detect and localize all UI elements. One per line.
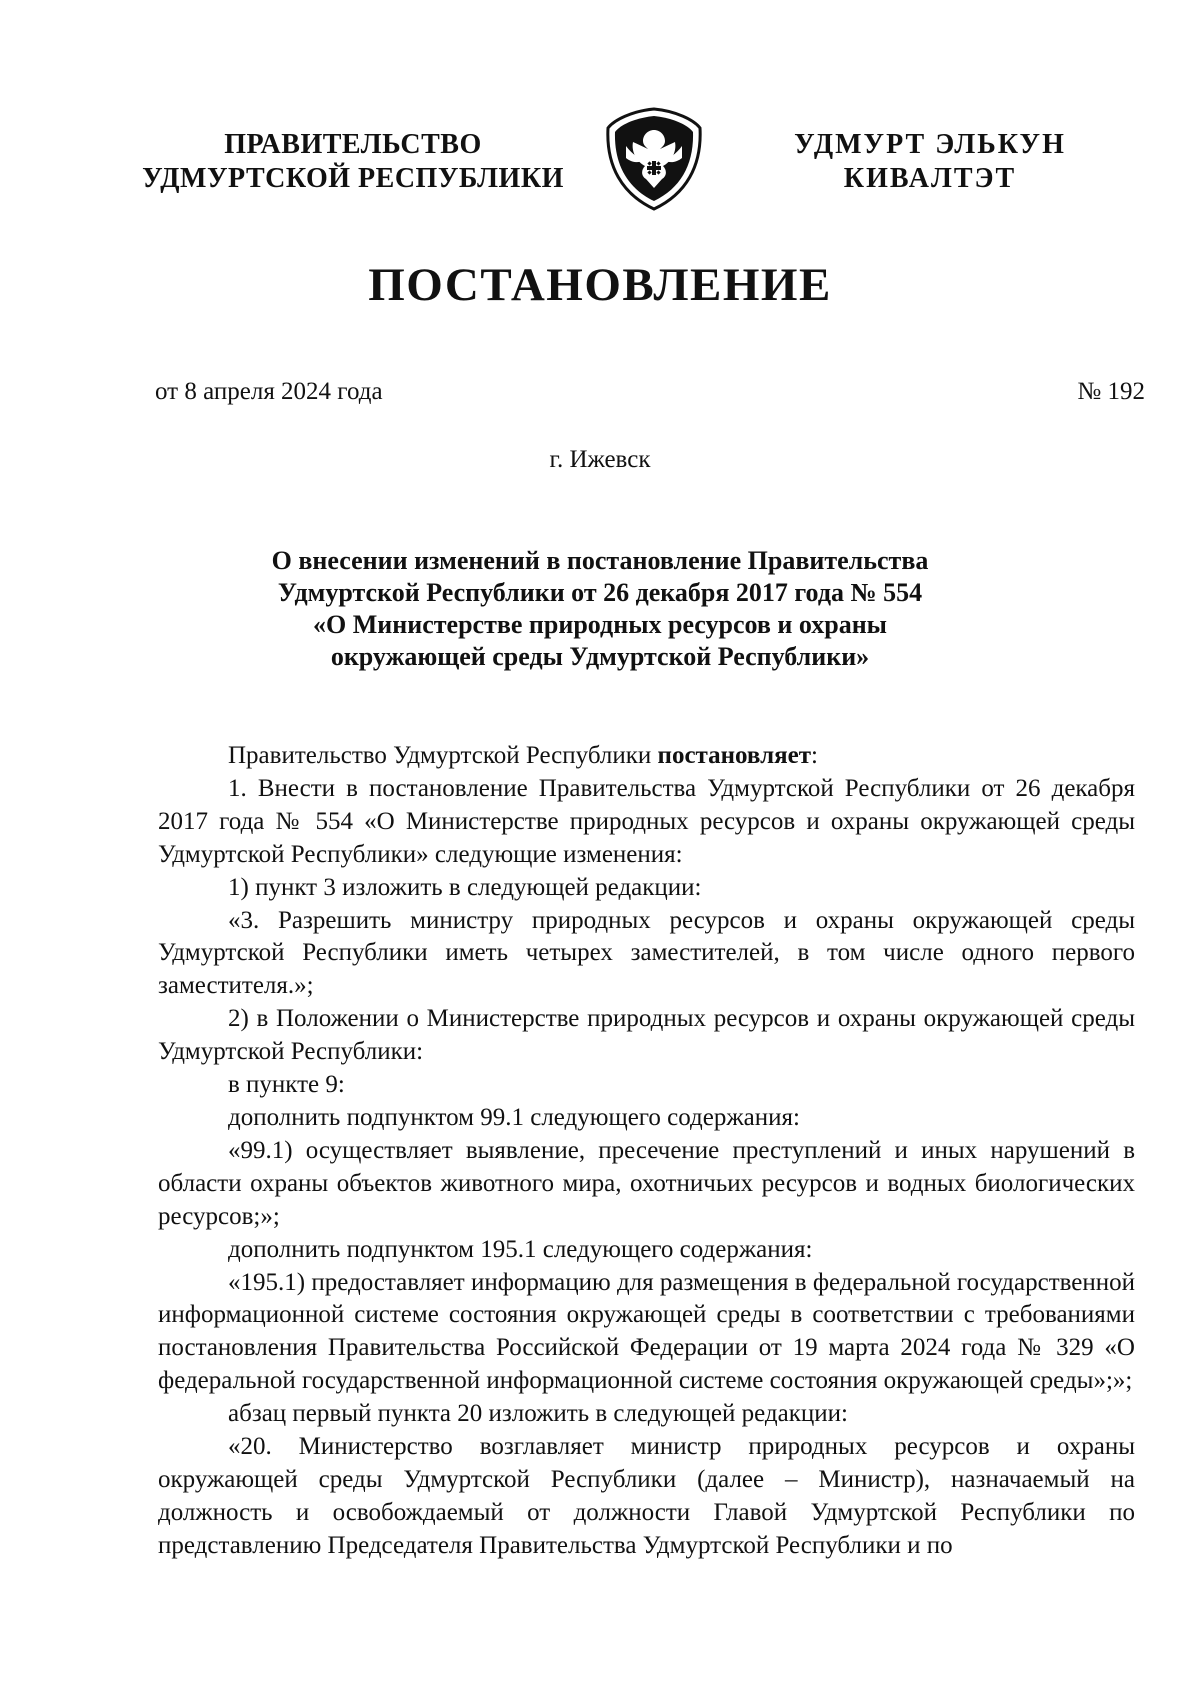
body-paragraph: 1. Внести в постановление Правительства Удмуртской Республики от 26 декабря 2017 года № 554 «О Министерстве природных ресурсов и охраны окружающей среды Удмуртской Республики» следующие изменения: <box>158 774 1135 868</box>
body-paragraph: абзац первый пункта 20 изложить в следующей редакции: <box>228 1400 848 1428</box>
issuer-line-2: УДМУРТСКОЙ РЕСПУБЛИКИ <box>142 163 564 194</box>
body-paragraph: 1) пункт 3 изложить в следующей редакции: <box>228 873 702 901</box>
coat-of-arms-icon <box>604 106 704 212</box>
document-date: от 8 апреля 2024 года <box>155 378 383 405</box>
intro-end: : <box>811 742 818 769</box>
body-paragraph: «195.1) предоставляет информацию для размещения в федеральной государственной информационной системе состояния окружающей среды в соответствии с требованиями постановления Правительства Российской Федерации от 19 марта 2024 года № 329 «О федеральной государственной информационной системе состояния окружающей среды»;»; <box>158 1268 1136 1395</box>
intro-text: Правительство Удмуртской Республики <box>228 742 658 769</box>
document-title: ПОСТАНОВЛЕНИЕ <box>368 259 832 311</box>
issuer-name-udmurt <box>770 128 1090 196</box>
intro-keyword: постановляет <box>657 742 812 769</box>
body-paragraph: дополнить подпунктом 99.1 следующего содержания: <box>228 1103 800 1131</box>
issuer-udmurt-line-2: КИВАЛТЭТ <box>843 163 1017 194</box>
document-subject <box>200 545 1000 673</box>
body-paragraph: «3. Разрешить министру природных ресурсов и охраны окружающей среды Удмуртской Республики иметь четырех заместителей, в том числе одного первого заместителя.»; <box>158 906 1135 1000</box>
body-paragraph: «99.1) осуществляет выявление, пресечение преступлений и иных нарушений в области охраны объектов животного мира, охотничьих ресурсов и водных биологических ресурсов;»; <box>158 1136 1135 1230</box>
document-city: г. Ижевск <box>549 446 651 473</box>
document-number: № 192 <box>1077 378 1145 405</box>
issuer-udmurt-line-1: УДМУРТ ЭЛЬКУН <box>794 129 1066 160</box>
body-paragraph: «20. Министерство возглавляет министр природных ресурсов и охраны окружающей среды Удмуртской Республики (далее – Министр), назначаемый на должность и освобождаемый от должности Главой Удмуртской Республики по представлению Председателя Правительства Удмуртской Республики и по <box>158 1433 1135 1559</box>
subject-line: окружающей среды Удмуртской Республики» <box>330 642 870 671</box>
body-paragraph: 2) в Положении о Министерстве природных ресурсов и охраны окружающей среды Удмуртской Республики: <box>158 1005 1135 1066</box>
body-paragraph: дополнить подпунктом 195.1 следующего содержания: <box>228 1235 813 1263</box>
issuer-line-1: ПРАВИТЕЛЬСТВО <box>224 129 482 160</box>
document-body <box>158 740 1135 1563</box>
subject-line: Удмуртской Республики от 26 декабря 2017 года № 554 <box>277 578 923 607</box>
subject-line: «О Министерстве природных ресурсов и охраны <box>313 610 887 639</box>
intro-paragraph <box>158 740 1135 773</box>
issuer-name-russian <box>128 128 578 196</box>
subject-line: О внесении изменений в постановление Правительства <box>271 546 929 575</box>
body-paragraph: в пункте 9: <box>228 1071 345 1099</box>
